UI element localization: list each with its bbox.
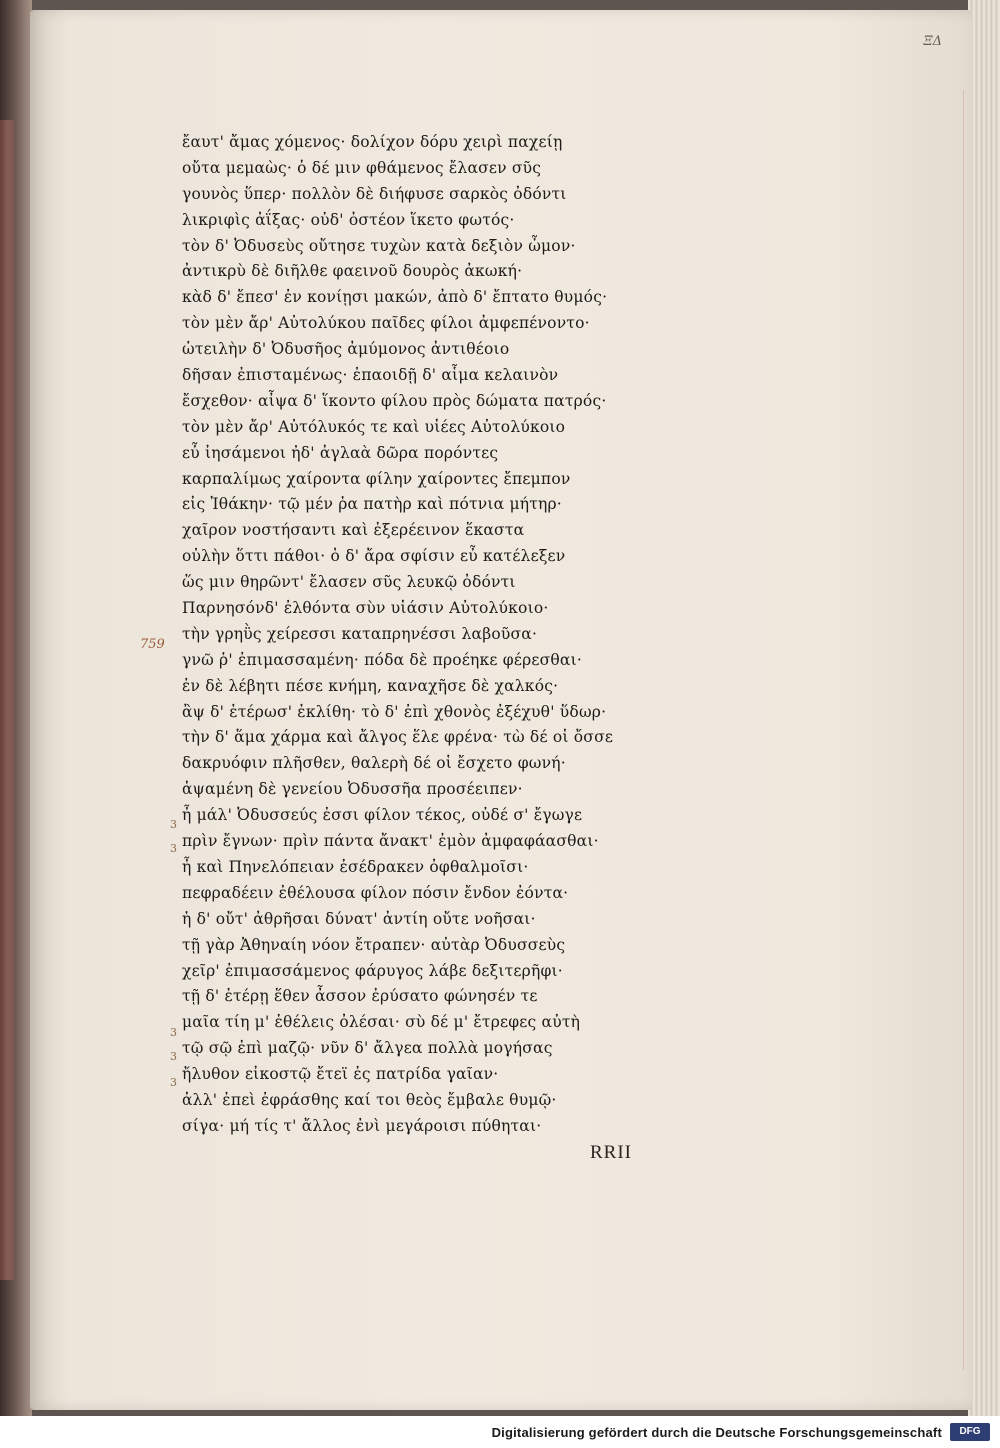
text-line: οὔτα μεμαὼς· ὁ δέ μιν φθάμενος ἔλασεν σῦς [182, 158, 542, 177]
text-line: τὸν δ' Ὀδυσεὺς οὔτησε τυχὼν κατὰ δεξιὸν ὦμον· [182, 236, 576, 255]
text-line: δακρυόφιν πλῆσθεν, θαλερὴ δέ οἱ ἔσχετο φωνή· [182, 754, 566, 773]
text-line: κὰδ δ' ἔπεσ' ἐν κονίῃσι μακών, ἀπὸ δ' ἔπτατο θυμός· [182, 288, 608, 307]
funding-credit: Digitalisierung gefördert durch die Deutsche Forschungsgemeinschaft [491, 1425, 942, 1440]
text-line: εἰς Ἰθάκην· τῷ μέν ῥα πατὴρ καὶ πότνια μήτηρ· [182, 495, 562, 514]
text-line: τῇ γὰρ Ἀθηναίη νόον ἔτραπεν· αὐτὰρ Ὀδυσσεὺς [182, 935, 566, 954]
red-ruling-line [963, 90, 964, 1370]
signature-mark: RRII [590, 1142, 632, 1163]
text-line: λικριφὶς ἀΐξας· οὐδ' ὀστέον ἵκετο φωτός· [182, 210, 515, 229]
text-line: γνῶ ῥ' ἐπιμασσαμένη· πόδα δὲ προέηκε φέρεσθαι· [182, 650, 582, 669]
footer-bar [0, 1416, 1000, 1448]
text-line: ἁψαμένη δὲ γενείου Ὀδυσσῆα προσέειπεν· [182, 780, 523, 799]
book-page [30, 10, 972, 1410]
text-line: τῇ δ' ἑτέρῃ ἕθεν ἆσσον ἐρύσατο φώνησέν τε [182, 987, 538, 1006]
text-line: οὐλὴν ὅττι πάθοι· ὁ δ' ἄρα σφίσιν εὖ κατέλεξεν [182, 547, 566, 566]
margin-mark: 3 [170, 1026, 177, 1039]
text-line: τὸν μὲν ἄρ' Αὐτόλυκός τε καὶ υἱέες Αὐτολύκοιο [182, 417, 566, 436]
text-line: ἡ δ' οὔτ' ἀθρῆσαι δύνατ' ἀντίη οὔτε νοῆσαι· [182, 909, 536, 928]
binding-strip [0, 120, 14, 1280]
text-line: δῆσαν ἐπισταμένως· ἐπαοιδῇ δ' αἷμα κελαινὸν [182, 366, 559, 385]
dfg-logo-icon: DFG [950, 1423, 990, 1441]
margin-mark: 3 [170, 818, 177, 831]
text-line: ἦ μάλ' Ὀδυσσεύς ἐσσι φίλον τέκος, οὐδέ σ' ἔγωγε [182, 806, 583, 825]
text-line: πρὶν ἔγνων· πρὶν πάντα ἄνακτ' ἐμὸν ἀμφαφάασθαι· [182, 832, 599, 851]
text-line: χαῖρον νοστήσαντι καὶ ἐξερέεινον ἕκαστα [182, 521, 525, 540]
text-line: ἀλλ' ἐπεὶ ἐφράσθης καί τοι θεὸς ἔμβαλε θυμῷ· [182, 1090, 557, 1109]
text-line: Παρνησόνδ' ἐλθόντα σὺν υἱάσιν Αὐτολύκοιο· [182, 599, 549, 618]
margin-mark: 3 [170, 842, 177, 855]
text-line: μαῖα τίη μ' ἐθέλεις ὀλέσαι· σὺ δέ μ' ἔτρεφες αὐτὴ [182, 1013, 581, 1032]
text-line: σίγα· μή τίς τ' ἄλλος ἐνὶ μεγάροισι πύθηται· [182, 1116, 542, 1135]
text-line: τὴν δ' ἅμα χάρμα καὶ ἄλγος ἕλε φρένα· τὼ δέ οἱ ὄσσε [182, 728, 614, 747]
margin-line-number: 759 [140, 637, 165, 652]
text-line: τὴν γρηῢς χείρεσσι καταπρηνέσσι λαβοῦσα· [182, 624, 538, 643]
text-line: ὥς μιν θηρῶντ' ἔλασεν σῦς λευκῷ ὀδόντι [182, 573, 516, 592]
folio-mark: ΞΔ [923, 34, 942, 49]
text-line: ἐν δὲ λέβητι πέσε κνήμη, καναχῆσε δὲ χαλκός· [182, 676, 559, 695]
text-line: τῷ σῷ ἐπὶ μαζῷ· νῦν δ' ἄλγεα πολλὰ μογήσας [182, 1039, 553, 1058]
text-line: ἦ καὶ Πηνελόπειαν ἐσέδρακεν ὀφθαλμοῖσι· [182, 857, 529, 876]
greek-text-block [182, 130, 662, 1140]
text-line: εὖ ἰησάμενοι ἠδ' ἀγλαὰ δῶρα πορόντες [182, 443, 499, 462]
text-line: καρπαλίμως χαίροντα φίλην χαίροντες ἔπεμπον [182, 469, 571, 488]
text-line: ἂψ δ' ἑτέρωσ' ἐκλίθη· τὸ δ' ἐπὶ χθονὸς ἐξέχυθ' ὕδωρ· [182, 702, 607, 721]
margin-mark: 3 [170, 1076, 177, 1089]
text-line: χεῖρ' ἐπιμασσάμενος φάρυγος λάβε δεξιτερῆφι· [182, 961, 563, 980]
text-line: τὸν μὲν ἄρ' Αὐτολύκου παῖδες φίλοι ἀμφεπένοντο· [182, 314, 590, 333]
page-edges-right [968, 0, 1000, 1416]
text-line: ἔαυτ' ἄμας χόμενος· δολίχον δόρυ χειρὶ παχείῃ [182, 133, 563, 151]
text-line: πεφραδέειν ἐθέλουσα φίλον πόσιν ἔνδον ἐόντα· [182, 883, 569, 902]
text-line: ὠτειλὴν δ' Ὀδυσῆος ἀμύμονος ἀντιθέοιο [182, 340, 510, 359]
margin-mark: 3 [170, 1050, 177, 1063]
text-line: ἔσχεθον· αἶψα δ' ἵκοντο φίλου πρὸς δώματα πατρός· [182, 391, 607, 410]
text-line: ἀντικρὺ δὲ διῆλθε φαεινοῦ δουρὸς ἀκωκή· [182, 262, 523, 281]
text-line: γουνὸς ὕπερ· πολλὸν δὲ διήφυσε σαρκὸς ὀδόντι [182, 184, 567, 203]
text-line: ἤλυθον εἰκοστῷ ἔτεϊ ἐς πατρίδα γαῖαν· [182, 1065, 499, 1084]
